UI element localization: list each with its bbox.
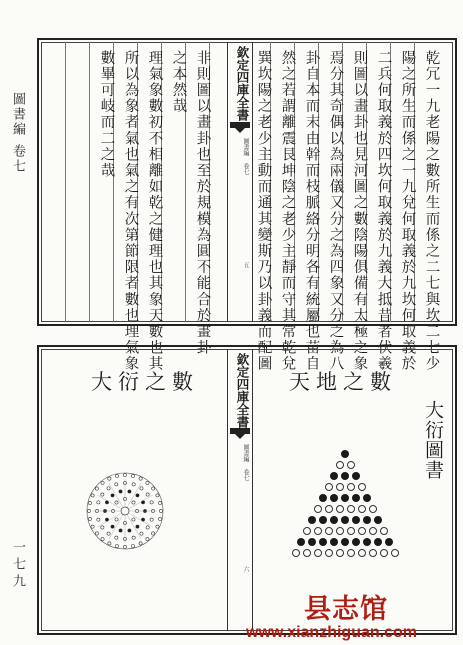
dayan-circle-diagram bbox=[84, 470, 166, 552]
tiandi-white-dot bbox=[314, 549, 322, 557]
tiandi-black-dot bbox=[341, 450, 349, 458]
tiandi-black-dot bbox=[330, 494, 338, 502]
dayan-middle-dot bbox=[150, 518, 153, 521]
tiandi-black-dot bbox=[341, 538, 349, 546]
tiandi-white-dot bbox=[369, 505, 377, 513]
dayan-outer-dot bbox=[115, 544, 118, 547]
tiandi-white-dot bbox=[336, 527, 344, 535]
tiandi-white-dot bbox=[347, 461, 355, 469]
margin-volume: 卷七 bbox=[10, 144, 25, 174]
watermark-site-name: 县志馆 bbox=[304, 594, 388, 625]
dayan-inner-dot bbox=[136, 525, 139, 528]
tiandi-black-dot bbox=[374, 516, 382, 524]
text-column-9: 非則圖以畫卦也至於規模為圓不能合於畫卦 bbox=[194, 50, 211, 356]
dayan-diagram-title: 大衍之數 bbox=[91, 370, 199, 394]
tiandi-white-dot bbox=[380, 527, 388, 535]
tiandi-white-dot bbox=[336, 461, 344, 469]
dayan-middle-dot bbox=[115, 483, 118, 486]
dayan-outer-dot bbox=[158, 501, 161, 504]
dayan-outer-dot bbox=[131, 544, 134, 547]
dayan-center-circle bbox=[121, 507, 129, 515]
tiandi-white-dot bbox=[358, 505, 366, 513]
dayan-outer-dot bbox=[108, 477, 111, 480]
dayan-outer-dot bbox=[101, 481, 104, 484]
dayan-middle-dot bbox=[146, 526, 149, 529]
dayan-middle-dot bbox=[107, 487, 110, 490]
text-column-7: 然之若謂離震艮坤陰之老少主靜而守其常乾兌 bbox=[279, 50, 296, 372]
dayan-inner-dot bbox=[136, 494, 139, 497]
tiandi-black-dot bbox=[385, 538, 393, 546]
tiandi-white-dot bbox=[303, 549, 311, 557]
tiandi-black-dot bbox=[330, 516, 338, 524]
tiandi-black-dot bbox=[308, 538, 316, 546]
dayan-inner-dot bbox=[111, 525, 114, 528]
dayan-outer-dot bbox=[139, 477, 142, 480]
dayan-outer-dot bbox=[158, 517, 161, 520]
tiandi-white-dot bbox=[369, 549, 377, 557]
tiandi-black-dot bbox=[363, 494, 371, 502]
dayan-outer-dot bbox=[159, 509, 162, 512]
dayan-tushu-side-title: 大衍圖書 bbox=[422, 400, 444, 480]
tiandi-diagram-title: 天地之數 bbox=[289, 370, 397, 394]
dayan-outer-dot bbox=[91, 494, 94, 497]
watermark-url: www.xianzhiguan.com bbox=[246, 624, 417, 641]
tiandi-black-dot bbox=[319, 494, 327, 502]
margin-book-title: 圖書編 bbox=[10, 92, 25, 137]
tiandi-white-dot bbox=[325, 483, 333, 491]
tiandi-white-dot bbox=[358, 483, 366, 491]
text-column-12: 所以為象者氣也氣之有次第節限者數也理氣象 bbox=[122, 50, 139, 372]
dayan-outer-dot bbox=[88, 517, 91, 520]
dayan-middle-dot bbox=[132, 483, 135, 486]
dayan-outer-dot bbox=[152, 487, 155, 490]
tiandi-white-dot bbox=[292, 549, 300, 557]
tiandi-white-dot bbox=[314, 505, 322, 513]
text-column-8: 巽坎陽之老少主動而通其變斯乃以卦義而配圖 bbox=[255, 50, 272, 372]
dayan-core-dot bbox=[115, 501, 118, 504]
lower-spine-title: 欽定四庫全書 bbox=[235, 353, 250, 428]
dayan-outer-dot bbox=[88, 501, 91, 504]
tiandi-white-dot bbox=[336, 549, 344, 557]
dayan-middle-dot bbox=[107, 532, 110, 535]
dayan-outer-dot bbox=[87, 509, 90, 512]
tiandi-black-dot bbox=[352, 494, 360, 502]
dayan-middle-dot bbox=[115, 536, 118, 539]
tiandi-white-dot bbox=[336, 483, 344, 491]
dayan-middle-dot bbox=[132, 536, 135, 539]
tiandi-triangle-diagram bbox=[270, 450, 420, 560]
tiandi-black-dot bbox=[363, 538, 371, 546]
tiandi-white-dot bbox=[314, 527, 322, 535]
dayan-outer-dot bbox=[123, 473, 126, 476]
dayan-middle-dot bbox=[97, 501, 100, 504]
dayan-middle-dot bbox=[140, 532, 143, 535]
dayan-outer-dot bbox=[95, 487, 98, 490]
tiandi-black-dot bbox=[319, 516, 327, 524]
text-column-1: 乾冗一九老陽之數所生而係之二七與坎二七少 bbox=[423, 50, 440, 372]
tiandi-white-dot bbox=[347, 549, 355, 557]
dayan-core-dot bbox=[132, 501, 135, 504]
dayan-middle-dot bbox=[150, 501, 153, 504]
text-column-4: 則圖以畫卦也見河圖之數陰陽俱備有太極之象 bbox=[351, 50, 368, 372]
tiandi-white-dot bbox=[358, 549, 366, 557]
tiandi-black-dot bbox=[352, 472, 360, 480]
tiandi-white-dot bbox=[391, 549, 399, 557]
text-column-13: 數畢可岐而二之哉 bbox=[98, 50, 115, 179]
tiandi-white-dot bbox=[347, 527, 355, 535]
tiandi-black-dot bbox=[341, 516, 349, 524]
dayan-outer-dot bbox=[123, 545, 126, 548]
dayan-middle-dot bbox=[101, 526, 104, 529]
dayan-middle-dot bbox=[140, 487, 143, 490]
dayan-inner-dot bbox=[119, 529, 122, 532]
dayan-outer-dot bbox=[95, 532, 98, 535]
upper-spine-title: 欽定四庫全書 bbox=[235, 46, 250, 121]
dayan-outer-dot bbox=[139, 542, 142, 545]
dayan-outer-dot bbox=[108, 542, 111, 545]
upper-spine-subtitle: 圖書編 卷七 bbox=[242, 138, 249, 175]
tiandi-black-dot bbox=[374, 538, 382, 546]
text-column-2: 陽之所生而係之一九兌何取義於九坎何取義於 bbox=[399, 50, 416, 372]
tiandi-black-dot bbox=[308, 516, 316, 524]
dayan-core-dot bbox=[132, 518, 135, 521]
tiandi-black-dot bbox=[319, 538, 327, 546]
dayan-outer-dot bbox=[101, 538, 104, 541]
text-column-11: 理氣象數初不相離如乾之健理也其象天數也其 bbox=[146, 50, 163, 372]
dayan-core-dot bbox=[115, 518, 118, 521]
tiandi-black-dot bbox=[341, 494, 349, 502]
dayan-inner-dot bbox=[128, 529, 131, 532]
lower-spine-fishtail-notch bbox=[235, 434, 245, 439]
tiandi-white-dot bbox=[369, 527, 377, 535]
lower-spine-subtitle: 圖書編 卷七 bbox=[242, 444, 249, 481]
dayan-middle-dot bbox=[146, 493, 149, 496]
tiandi-black-dot bbox=[363, 516, 371, 524]
dayan-inner-dot bbox=[119, 490, 122, 493]
dayan-outer-dot bbox=[91, 525, 94, 528]
tiandi-white-dot bbox=[347, 483, 355, 491]
tiandi-black-dot bbox=[352, 516, 360, 524]
text-column-5: 焉分其奇偶以為兩儀又分之為四象又分之為八 bbox=[327, 50, 344, 372]
dayan-inner-dot bbox=[111, 494, 114, 497]
upper-spine-fishtail-notch bbox=[235, 128, 245, 133]
upper-spine-folio: 五 bbox=[242, 262, 249, 268]
tiandi-black-dot bbox=[330, 472, 338, 480]
tiandi-white-dot bbox=[325, 505, 333, 513]
dayan-outer-dot bbox=[156, 494, 159, 497]
tiandi-black-dot bbox=[352, 538, 360, 546]
tiandi-white-dot bbox=[358, 527, 366, 535]
dayan-middle-dot bbox=[101, 493, 104, 496]
margin-page-number: 一七九 bbox=[10, 540, 25, 591]
tiandi-white-dot bbox=[380, 549, 388, 557]
tiandi-black-dot bbox=[297, 538, 305, 546]
tiandi-white-dot bbox=[347, 505, 355, 513]
dayan-inner-dot bbox=[128, 490, 131, 493]
lower-spine-folio: 六 bbox=[242, 566, 249, 572]
text-column-3: 二兵何取義於四坎何取義於九義大抵昔者伏羲 bbox=[375, 50, 392, 372]
dayan-outer-dot bbox=[156, 525, 159, 528]
tiandi-black-dot bbox=[330, 538, 338, 546]
tiandi-white-dot bbox=[325, 527, 333, 535]
text-column-10: 之本然哉 bbox=[170, 50, 187, 115]
dayan-outer-dot bbox=[131, 474, 134, 477]
dayan-middle-dot bbox=[97, 518, 100, 521]
tiandi-white-dot bbox=[325, 549, 333, 557]
tiandi-black-dot bbox=[341, 472, 349, 480]
dayan-outer-dot bbox=[115, 474, 118, 477]
dayan-outer-dot bbox=[146, 481, 149, 484]
dayan-outer-dot bbox=[152, 532, 155, 535]
dayan-outer-dot bbox=[146, 538, 149, 541]
tiandi-white-dot bbox=[303, 527, 311, 535]
tiandi-white-dot bbox=[336, 505, 344, 513]
text-column-6: 卦自本而末由幹而枝脈絡分明各有統屬也苗自 bbox=[303, 50, 320, 372]
